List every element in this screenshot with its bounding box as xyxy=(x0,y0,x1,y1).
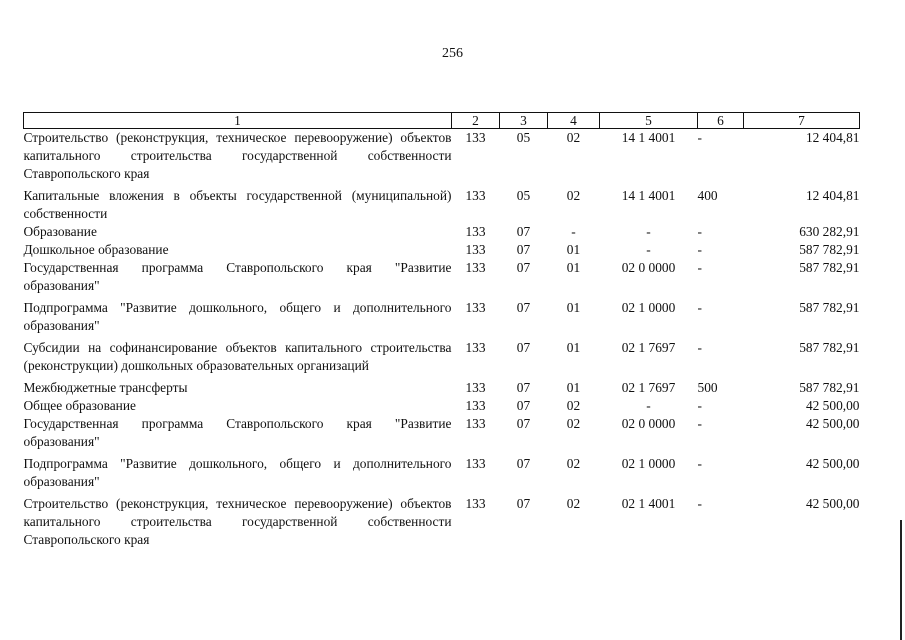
budget-table xyxy=(23,112,860,549)
cell-amount: 12 404,81 xyxy=(805,130,860,145)
cell-amount: 587 782,91 xyxy=(799,340,860,355)
row-name: Государственная программа Ставропольского края "Развитие образования" xyxy=(23,260,452,293)
cell-col6: - xyxy=(697,130,702,145)
row-name: Общее образование xyxy=(23,398,136,413)
column-header: 3 xyxy=(500,113,548,129)
cell-amount: 42 500,00 xyxy=(805,456,860,471)
cell-amount: 587 782,91 xyxy=(799,380,860,395)
cell-col3: 05 xyxy=(516,188,531,203)
cell-col5: 14 1 4001 xyxy=(621,188,676,203)
cell-col3: 07 xyxy=(516,380,531,395)
table-row xyxy=(24,451,860,491)
cell-col2: 133 xyxy=(465,242,486,257)
cell-col4: 02 xyxy=(566,188,581,203)
cell-col5: 02 0 0000 xyxy=(621,416,676,431)
cell-col2: 133 xyxy=(465,496,486,511)
cell-col6: - xyxy=(697,416,702,431)
row-name: Субсидии на софинансирование объектов капитального строительства (реконструкции) дошкольных образовательных организаций xyxy=(23,340,452,373)
cell-col2: 133 xyxy=(465,380,486,395)
cell-amount: 587 782,91 xyxy=(799,260,860,275)
scan-edge-line xyxy=(900,520,902,640)
cell-amount: 42 500,00 xyxy=(805,496,860,511)
cell-col4: - xyxy=(571,224,576,239)
cell-col6: - xyxy=(697,260,702,275)
cell-amount: 587 782,91 xyxy=(799,300,860,315)
cell-col3: 07 xyxy=(516,496,531,511)
cell-col3: 07 xyxy=(516,260,531,275)
cell-col6: - xyxy=(697,340,702,355)
cell-col4: 02 xyxy=(566,496,581,511)
cell-col6: - xyxy=(697,456,702,471)
cell-col5: 02 0 0000 xyxy=(621,260,676,275)
table-row xyxy=(24,397,860,415)
cell-col6: - xyxy=(697,398,702,413)
column-header: 7 xyxy=(744,113,860,129)
cell-col3: 07 xyxy=(516,242,531,257)
row-name: Подпрограмма "Развитие дошкольного, общего и дополнительного образования" xyxy=(23,456,452,489)
cell-col3: 05 xyxy=(516,130,531,145)
column-header: 5 xyxy=(600,113,698,129)
table-row xyxy=(24,129,860,184)
cell-col3: 07 xyxy=(516,300,531,315)
cell-col2: 133 xyxy=(465,260,486,275)
cell-amount: 42 500,00 xyxy=(805,416,860,431)
cell-amount: 12 404,81 xyxy=(805,188,860,203)
cell-col6: - xyxy=(697,224,702,239)
table-row xyxy=(24,223,860,241)
table-row xyxy=(24,375,860,397)
cell-col3: 07 xyxy=(516,340,531,355)
cell-col4: 02 xyxy=(566,398,581,413)
cell-col6: - xyxy=(697,496,702,511)
cell-col6: 500 xyxy=(697,380,718,395)
cell-col2: 133 xyxy=(465,224,486,239)
row-name: Дошкольное образование xyxy=(23,242,169,257)
cell-col6: - xyxy=(697,242,702,257)
row-name: Межбюджетные трансферты xyxy=(23,380,188,395)
row-name: Образование xyxy=(23,224,97,239)
cell-col5: 02 1 7697 xyxy=(621,380,676,395)
cell-col4: 02 xyxy=(566,130,581,145)
table-row xyxy=(24,241,860,259)
table-header-row xyxy=(24,113,860,129)
cell-col3: 07 xyxy=(516,224,531,239)
cell-col4: 01 xyxy=(566,300,581,315)
cell-col2: 133 xyxy=(465,130,486,145)
cell-col5: 02 1 0000 xyxy=(621,300,676,315)
cell-col4: 01 xyxy=(566,242,581,257)
cell-col6: 400 xyxy=(697,188,718,203)
table-row xyxy=(24,335,860,375)
cell-col2: 133 xyxy=(465,398,486,413)
cell-col2: 133 xyxy=(465,340,486,355)
table-row xyxy=(24,183,860,223)
table-row xyxy=(24,491,860,549)
cell-col5: - xyxy=(646,242,651,257)
row-name: Подпрограмма "Развитие дошкольного, общего и дополнительного образования" xyxy=(23,300,452,333)
page-number: 256 xyxy=(442,46,463,61)
cell-col3: 07 xyxy=(516,398,531,413)
column-header: 4 xyxy=(548,113,600,129)
column-header: 1 xyxy=(24,113,452,129)
cell-col5: 02 1 4001 xyxy=(621,496,676,511)
cell-col4: 02 xyxy=(566,416,581,431)
cell-amount: 42 500,00 xyxy=(805,398,860,413)
cell-col2: 133 xyxy=(465,416,486,431)
cell-col6: - xyxy=(697,300,702,315)
table-row xyxy=(24,415,860,451)
cell-col2: 133 xyxy=(465,456,486,471)
cell-col4: 01 xyxy=(566,260,581,275)
cell-amount: 630 282,91 xyxy=(799,224,860,239)
cell-col5: - xyxy=(646,398,651,413)
cell-amount: 587 782,91 xyxy=(799,242,860,257)
cell-col4: 01 xyxy=(566,380,581,395)
cell-col5: - xyxy=(646,224,651,239)
cell-col5: 02 1 7697 xyxy=(621,340,676,355)
cell-col2: 133 xyxy=(465,300,486,315)
table-row xyxy=(24,259,860,295)
cell-col4: 02 xyxy=(566,456,581,471)
column-header: 2 xyxy=(452,113,500,129)
cell-col3: 07 xyxy=(516,416,531,431)
cell-col2: 133 xyxy=(465,188,486,203)
cell-col5: 02 1 0000 xyxy=(621,456,676,471)
table-row xyxy=(24,295,860,335)
cell-col4: 01 xyxy=(566,340,581,355)
row-name: Капитальные вложения в объекты государственной (муниципальной) собственности xyxy=(23,188,452,221)
cell-col3: 07 xyxy=(516,456,531,471)
row-name: Государственная программа Ставропольского края "Развитие образования" xyxy=(23,416,452,449)
row-name: Строительство (реконструкция, техническое перевооружение) объектов капитального строительства государственной собственности Ставропольского края xyxy=(23,130,452,181)
column-header: 6 xyxy=(698,113,744,129)
row-name: Строительство (реконструкция, техническое перевооружение) объектов капитального строительства государственной собственности Ставропольского края xyxy=(23,496,452,547)
cell-col5: 14 1 4001 xyxy=(621,130,676,145)
